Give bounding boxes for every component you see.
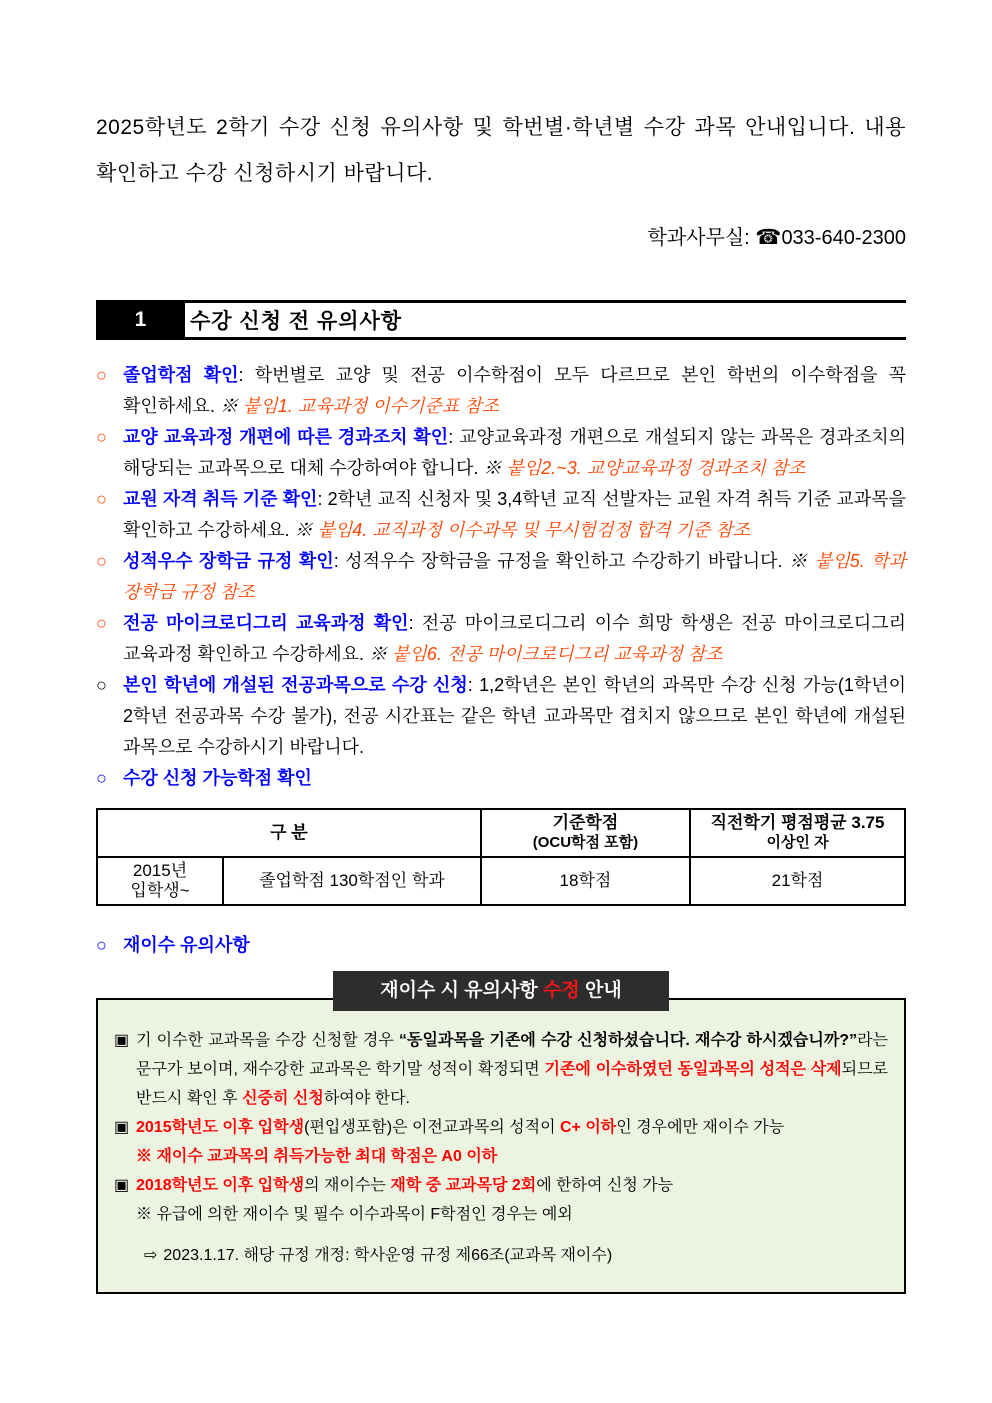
header-gpa-credits-sub: 이상인 자: [766, 834, 829, 851]
circle-bullet-icon: ○: [96, 365, 107, 385]
attachment-note: 붙임2.~3. 교양교육과정 경과조치 참조: [501, 458, 806, 478]
bullet-body: : 성적우수 장학금을 규정을 확인하고 수강하기 바랍니다.: [333, 551, 789, 571]
cell-department-type: 졸업학점 130학점인 학과: [223, 857, 481, 905]
cell-standard-credits: 18학점: [481, 857, 690, 905]
reference-mark-icon: ※: [294, 520, 313, 540]
bullet-heading: 교원 자격 취득 기준 확인: [123, 489, 318, 509]
bullet-body: : 전공 마이크로디그리 이수 희망 학생은 전공 마이크로디그리 교육과정 확인하고 수강하세요.: [123, 613, 906, 664]
attachment-note: 붙임4. 교직과정 이수과목 및 무시험검정 합격 기준 참조: [312, 520, 751, 540]
phone-icon: ☎: [755, 226, 782, 249]
notice-footer-regulation: ⇨ 2023.1.17. 해당 규정 개정: 학사운영 규정 제66조(교과목 재이수): [144, 1247, 613, 1264]
notice-body: [96, 998, 906, 1294]
bullet-teacher-certification: [96, 484, 906, 546]
cohort-text: 2015학년도 이후 입학생: [136, 1119, 305, 1136]
circle-bullet-icon: ○: [96, 427, 107, 447]
notice-item-2015-cohort: ▣ 2015학년도 이후 입학생(편입생포함)은 이전교과목의 성적이 C+ 이하인 경우에만 재이수 가능: [114, 1113, 888, 1142]
phone-number: 033-640-2300: [781, 227, 906, 249]
bullet-max-credits: [96, 763, 906, 794]
attachment-note: 붙임1. 교육과정 이수기준표 참조: [237, 396, 500, 416]
reference-mark-icon: ※: [788, 551, 809, 571]
notes-list: [96, 360, 906, 794]
bullet-body: : 2학년 교직 신청자 및 3,4학년 교직 선발자는 교원 자격 취득 기준 교과목을 확인하고 수강하세요.: [123, 489, 906, 540]
notice-subnote-exception: ※ 유급에 의한 재이수 및 필수 이수과목이 F학점인 경우는 예외: [136, 1206, 573, 1223]
retake-heading-list: [96, 930, 906, 961]
cohort-text: 2018학년도 이후 입학생: [136, 1177, 305, 1194]
circle-bullet-icon: ○: [96, 768, 107, 788]
header-gpa-credits: 직전학기 평점평균 3.75 이상인 자: [690, 809, 905, 857]
square-bullet-icon: ▣: [114, 1032, 130, 1049]
bullet-heading: 재이수 유의사항: [123, 935, 250, 955]
circle-bullet-icon: ○: [96, 935, 107, 955]
bullet-own-grade-major-courses: [96, 670, 906, 763]
intro-paragraph: 2025학년도 2학기 수강 신청 유의사항 및 학번별·학년별 수강 과목 안내입니다. 내용 확인하고 수강 신청하시기 바랍니다.: [96, 116, 906, 185]
credit-limit-table: [96, 808, 906, 906]
bullet-retake-notes: [96, 930, 906, 961]
bullet-body: : 1,2학년은 본인 학년의 과목만 수강 신청 가능(1학년이 2학년 전공과목 수강 불가), 전공 시간표는 같은 학년 교과목만 겹치지 않으므로 본인 학년에 개설된 과목으로 수강하시기 바랍니다.: [123, 675, 906, 757]
warning-text: 신중히 신청: [242, 1090, 324, 1107]
quoted-message: “동일과목을 기존에 수강 신청하셨습니다. 재수강 하시겠습니까?”: [399, 1032, 858, 1049]
circle-bullet-icon: ○: [96, 489, 107, 509]
cell-gpa-credits: 21학점: [690, 857, 905, 905]
notice-item-duplicate-course: ▣ 기 이수한 교과목을 수강 신청할 경우 “동일과목을 기존에 수강 신청하셨습니다. 재수강 하시겠습니까?”라는 문구가 보이며, 재수강한 교과목은 학기말 성적이 확정되면 기존에 이수하였던 동일과목의 성적은 삭제되므로 반드시 확인 후 신중히 신청하여야 한다.: [114, 1026, 888, 1113]
circle-bullet-icon: ○: [96, 675, 107, 695]
right-arrow-icon: ⇨: [144, 1247, 158, 1264]
bullet-graduation-credits: [96, 360, 906, 422]
bullet-body: : 교양교육과정 개편으로 개설되지 않는 과목은 경과조치의 해당되는 교과목으로 대체 수강하여야 합니다.: [123, 427, 906, 478]
reference-mark-icon: ※: [369, 644, 388, 664]
bullet-heading: 수강 신청 가능학점 확인: [123, 768, 312, 788]
reference-mark-icon: ※: [483, 458, 502, 478]
table-data-row: [97, 857, 905, 905]
warning-text: 기존에 이수하였던 동일과목의 성적은 삭제: [544, 1061, 842, 1078]
notice-title-banner: 재이수 시 유의사항 수정 안내: [333, 971, 669, 1011]
header-standard-credits-sub: (OCU학점 포함): [532, 834, 639, 851]
contact-label: 학과사무실:: [647, 227, 756, 249]
attachment-note: 붙임6. 전공 마이크로디그리 교육과정 참조: [387, 644, 723, 664]
retake-notice-box: [96, 971, 906, 1294]
section-1-number-badge: 1: [96, 300, 185, 340]
section-1-header: [96, 300, 906, 340]
bullet-liberal-arts-transition: [96, 422, 906, 484]
bullet-heading: 본인 학년에 개설된 전공과목으로 수강 신청: [123, 675, 468, 695]
reference-mark-icon: ※: [219, 396, 238, 416]
header-standard-credits: 기준학점 (OCU학점 포함): [481, 809, 690, 857]
circle-bullet-icon: ○: [96, 613, 107, 633]
section-1-title: 수강 신청 전 유의사항: [160, 300, 906, 340]
notice-item-2018-cohort: ▣ 2018학년도 이후 입학생의 재이수는 재학 중 교과목당 2회에 한하여 신청 가능: [114, 1171, 888, 1200]
bullet-heading: 성적우수 장학금 규정 확인: [123, 551, 334, 571]
bullet-heading: 전공 마이크로디그리 교육과정 확인: [123, 613, 409, 633]
square-bullet-icon: ▣: [114, 1177, 130, 1194]
grade-threshold: C+ 이하: [559, 1119, 617, 1136]
contact-line: [96, 221, 906, 250]
bullet-body: : 학번별로 교양 및 전공 이수학점이 모두 다르므로 본인 학번의 이수학점을 꼭 확인하세요.: [123, 365, 906, 416]
retake-limit-text: 재학 중 교과목당 2회: [390, 1177, 537, 1194]
notice-title-highlight: 수정: [542, 980, 580, 1001]
notice-subnote-max-grade: ※ 재이수 교과목의 취득가능한 최대 학점은 A0 이하: [136, 1148, 498, 1165]
circle-bullet-icon: ○: [96, 551, 107, 571]
bullet-heading: 졸업학점 확인: [123, 365, 239, 385]
attachment-note: 붙임5. 학과 장학금 규정 참조: [123, 551, 906, 602]
header-category: 구 분: [97, 809, 481, 857]
bullet-scholarship-rules: [96, 546, 906, 608]
table-header-row: [97, 809, 905, 857]
square-bullet-icon: ▣: [114, 1119, 130, 1136]
cell-cohort: 2015년 입학생~: [97, 857, 223, 905]
bullet-microdegree-curriculum: [96, 608, 906, 670]
bullet-heading: 교양 교육과정 개편에 따른 경과조치 확인: [123, 427, 449, 447]
